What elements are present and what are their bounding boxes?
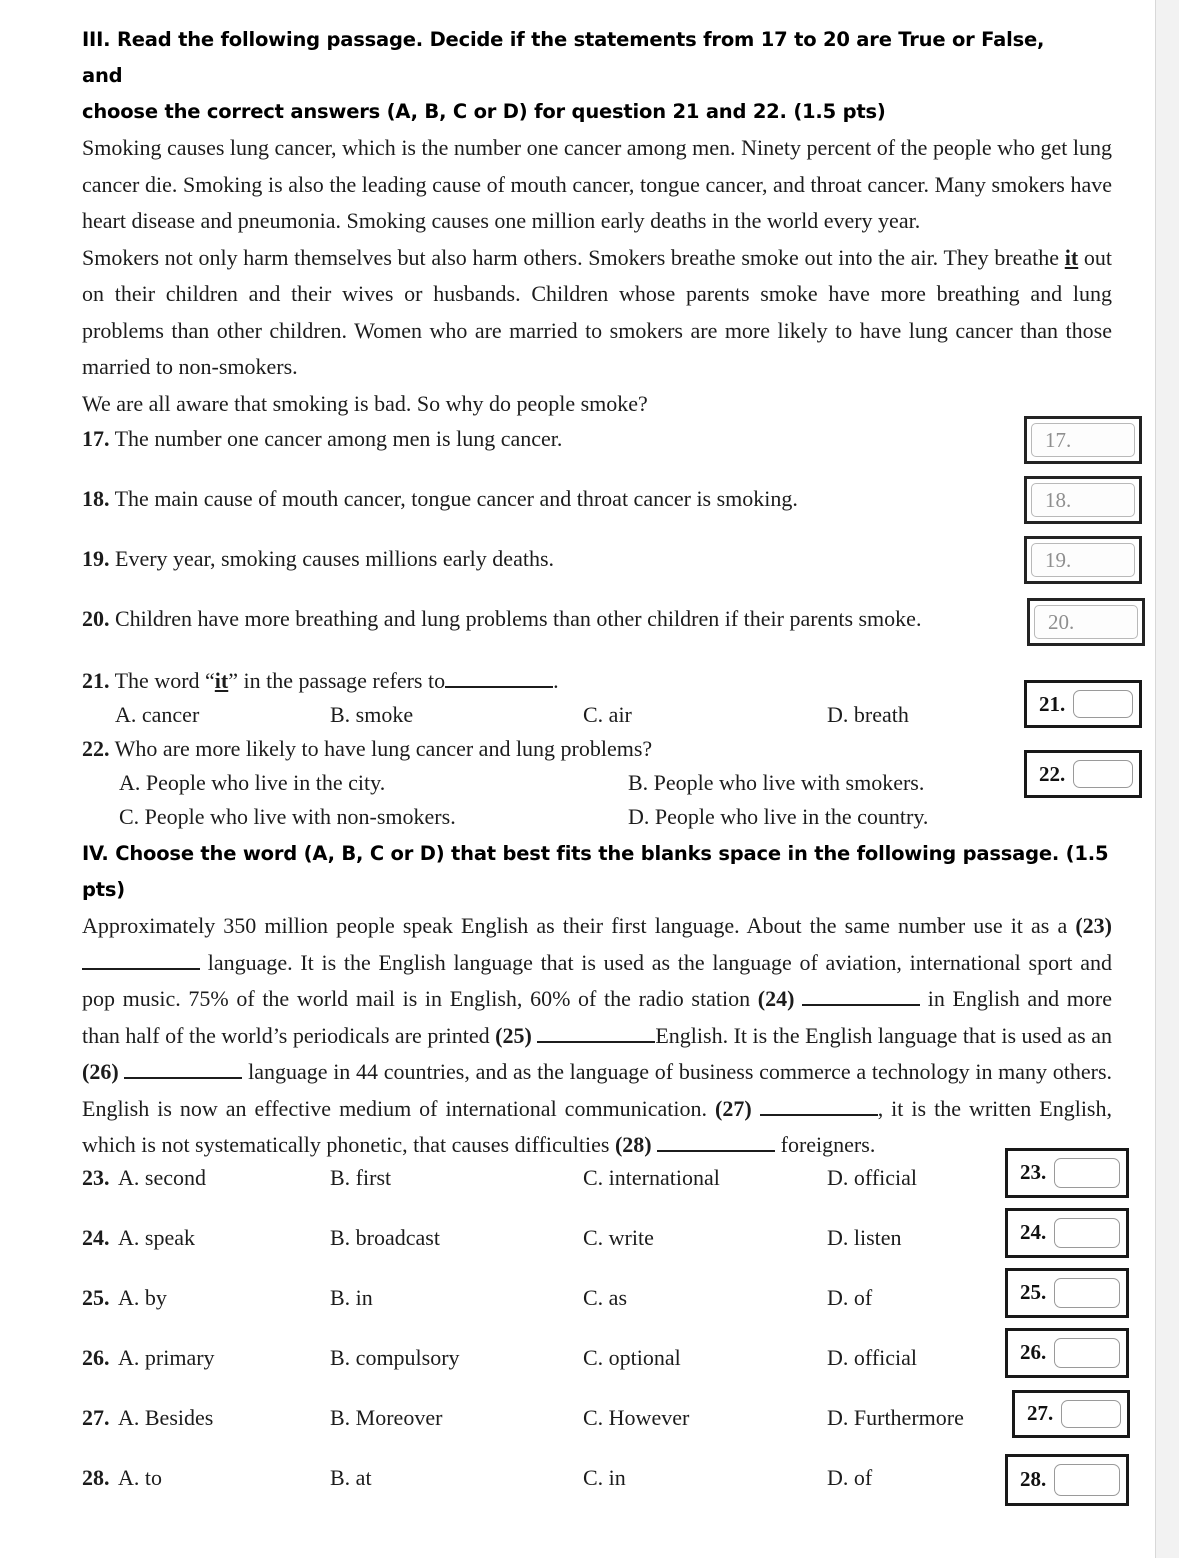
section-3-heading: [82, 22, 1057, 130]
answer-box-25-field[interactable]: [1054, 1278, 1120, 1308]
question-24-option-c[interactable]: C. write: [583, 1224, 654, 1250]
page-content: [82, 22, 1112, 1524]
question-21-option-b[interactable]: B. smoke: [330, 702, 414, 727]
section-3-paragraph-3: We are all aware that smoking is bad. So why do people smoke?: [82, 390, 648, 416]
blank-marker-28: (28): [614, 1132, 652, 1157]
statement-20-text: Children have more breathing and lung problems than other children if their parents smoke.: [115, 606, 922, 631]
blank-marker-27: (27): [715, 1095, 752, 1121]
question-24-option-b[interactable]: B. broadcast: [330, 1224, 440, 1250]
question-23-option-b[interactable]: B. first: [330, 1164, 392, 1190]
question-21-stem-end: .: [553, 668, 559, 693]
answer-box-28[interactable]: [1005, 1454, 1129, 1506]
answer-box-26-label: 26.: [1020, 1340, 1047, 1364]
question-22-options-row-1: [82, 761, 1112, 800]
question-24-row: [82, 1220, 1112, 1284]
question-21-option-d[interactable]: D. breath: [827, 702, 909, 727]
section-4-passage: [82, 908, 1112, 1164]
answer-box-18-field[interactable]: 18.: [1031, 483, 1135, 517]
question-21-options: [82, 698, 1112, 732]
passage-part-3: in English and more than half of the world’s periodicals are printed: [82, 986, 1112, 1048]
statement-18: [82, 482, 1112, 516]
answer-box-21-field[interactable]: [1073, 690, 1133, 718]
answer-box-19[interactable]: [1024, 536, 1142, 584]
passage-part-1: Approximately 350 million people speak English as their first language. About the same number use it as a: [82, 913, 1076, 938]
question-27-number: 27.: [82, 1404, 110, 1430]
question-23-option-c[interactable]: C. international: [583, 1164, 720, 1190]
passage-blank-24: [802, 987, 920, 1006]
blank-marker-23: (23): [1075, 913, 1112, 938]
question-26-option-a[interactable]: A. primary: [118, 1344, 215, 1370]
section-3-heading-line2: choose the correct answers (A, B, C or D) for question 21 and 22. (1.5 pts): [82, 100, 886, 123]
paragraph-2-part-2: out on their children and their wives or husbands. Children whose parents smoke have more breathing and lung problems than other children. Women who are married to smokers are more likely to have lung cancer than those married to non-smokers.: [82, 244, 1112, 379]
answer-box-17[interactable]: [1024, 416, 1142, 464]
question-27-option-c[interactable]: C. However: [583, 1404, 690, 1430]
statement-18-row: [82, 482, 1112, 542]
passage-part-6: , it is the written English, which is not systematically phonetic, that causes difficulties: [82, 1095, 1112, 1157]
answer-box-19-field[interactable]: 19.: [1031, 543, 1135, 577]
question-26-number: 26.: [82, 1344, 110, 1370]
answer-box-28-field[interactable]: [1054, 1464, 1120, 1496]
blank-marker-26: (26): [82, 1059, 119, 1084]
statement-20: [82, 602, 1112, 636]
question-21-stem: [82, 664, 1112, 698]
question-22-number: 22.: [82, 736, 110, 761]
passage-blank-26: [124, 1060, 242, 1079]
question-27-option-d[interactable]: D. Furthermore: [827, 1404, 964, 1430]
question-22-stem-text: Who are more likely to have lung cancer and lung problems?: [114, 736, 653, 761]
answer-box-20-field[interactable]: 20.: [1034, 605, 1138, 639]
question-23-option-d[interactable]: D. official: [827, 1164, 918, 1190]
question-22-option-c[interactable]: C. People who live with non-smokers.: [119, 804, 456, 829]
question-27-option-b[interactable]: B. Moreover: [330, 1404, 443, 1430]
question-27-option-a[interactable]: A. Besides: [118, 1404, 214, 1430]
answer-box-27-field[interactable]: [1061, 1400, 1121, 1428]
question-21-emphasis-it: it: [214, 668, 229, 693]
answer-box-22-label: 22.: [1039, 761, 1066, 786]
statement-17-number: 17.: [82, 426, 110, 451]
question-24-option-d[interactable]: D. listen: [827, 1224, 902, 1250]
passage-part-7: foreigners.: [775, 1132, 876, 1157]
paragraph-2-part-1: Smokers not only harm themselves but also harm others. Smokers breathe smoke out into the air. They breathe: [82, 244, 1065, 270]
passage-part-4: English. It is the English language that is used as an: [655, 1022, 1112, 1048]
answer-box-20[interactable]: [1027, 598, 1145, 646]
question-22-option-d[interactable]: D. People who live in the country.: [628, 804, 929, 829]
question-21-stem-before: The word “: [114, 668, 215, 693]
section-4-heading: IV. Choose the word (A, B, C or D) that best fits the blanks space in the following passage. (1.5 pts): [82, 842, 1109, 901]
question-26-row: [82, 1340, 1112, 1404]
statement-17-row: [82, 422, 1112, 482]
question-21-stem-after: ” in the passage refers to: [228, 668, 446, 693]
answer-box-26-field[interactable]: [1054, 1338, 1120, 1368]
statement-19-number: 19.: [82, 546, 110, 571]
answer-box-21[interactable]: [1024, 680, 1142, 728]
question-28-option-a[interactable]: A. to: [118, 1464, 162, 1490]
section-3-paragraph-2: [82, 240, 1112, 386]
answer-box-25-label: 25.: [1020, 1280, 1047, 1304]
question-21-number: 21.: [82, 668, 110, 693]
question-22-option-a[interactable]: A. People who live in the city.: [119, 770, 386, 795]
question-26-option-c[interactable]: C. optional: [583, 1344, 681, 1370]
statement-18-text: The main cause of mouth cancer, tongue cancer and throat cancer is smoking.: [114, 486, 798, 511]
question-22-stem: [82, 732, 1112, 766]
answer-box-23-field[interactable]: [1054, 1158, 1120, 1188]
question-22-block: [82, 732, 1112, 836]
section-3-heading-line1: III. Read the following passage. Decide if the statements from 17 to 20 are True or False, and: [82, 28, 1045, 87]
page-edge-shadow: [1155, 0, 1179, 1558]
answer-box-23[interactable]: [1005, 1148, 1129, 1198]
statement-20-row: [82, 602, 1112, 664]
answer-box-21-label: 21.: [1039, 691, 1066, 716]
answer-box-17-field[interactable]: 17.: [1031, 423, 1135, 457]
passage-blank-25: [537, 1024, 655, 1043]
question-26-option-b[interactable]: B. compulsory: [330, 1344, 460, 1370]
passage-blank-28: [657, 1133, 775, 1152]
passage-blank-27: [760, 1097, 878, 1116]
question-25-number: 25.: [82, 1284, 110, 1310]
question-25-option-b[interactable]: B. in: [330, 1284, 373, 1310]
question-25-option-c[interactable]: C. as: [583, 1284, 627, 1310]
passage-part-2: language. It is the English language that is used as the language of aviation, international sport and pop music. 75% of the world mail is in English, 60% of the radio station: [82, 949, 1112, 1011]
question-23-option-a[interactable]: A. second: [118, 1164, 206, 1190]
statement-18-number: 18.: [82, 486, 110, 511]
statement-19-text: Every year, smoking causes millions early deaths.: [115, 546, 555, 571]
answer-box-24-label: 24.: [1020, 1220, 1047, 1244]
answer-box-24[interactable]: [1005, 1208, 1129, 1258]
answer-box-24-field[interactable]: [1054, 1218, 1120, 1248]
question-28-option-b[interactable]: B. at: [330, 1464, 372, 1490]
answer-box-18[interactable]: [1024, 476, 1142, 524]
answer-box-28-label: 28.: [1020, 1467, 1047, 1491]
answer-box-25[interactable]: [1005, 1268, 1129, 1318]
answer-box-22-field[interactable]: [1073, 760, 1133, 788]
question-27-row: [82, 1401, 1112, 1464]
question-22-option-b[interactable]: B. People who live with smokers.: [628, 770, 925, 795]
passage-part-5: language in 44 countries, and as the language of business commerce a technology in many others. English is now an effective medium of international communication.: [82, 1059, 1113, 1121]
question-26-option-d[interactable]: D. official: [827, 1344, 918, 1370]
question-25-option-a[interactable]: A. by: [118, 1284, 167, 1310]
answer-box-27[interactable]: [1012, 1390, 1130, 1438]
blank-marker-25: (25): [495, 1022, 532, 1048]
statement-17-text: The number one cancer among men is lung cancer.: [114, 426, 563, 451]
question-22-options-row-2: [82, 800, 1112, 834]
answer-box-23-label: 23.: [1020, 1160, 1047, 1184]
question-24-number: 24.: [82, 1224, 110, 1250]
statement-19: [82, 542, 1112, 576]
question-28-option-d[interactable]: D. of: [827, 1464, 873, 1490]
answer-box-27-label: 27.: [1027, 1401, 1054, 1425]
question-25-row: [82, 1280, 1112, 1344]
paragraph-2-emphasis-it: it: [1064, 244, 1079, 270]
section-3-paragraph-1: Smoking causes lung cancer, which is the number one cancer among men. Ninety percent of the people who get lung cancer die. Smoking is also the leading cause of mouth cancer, tongue cancer, and throat cancer. Many smokers have heart disease and pneumonia. Smoking causes one million early deaths in the world every year.: [82, 135, 1112, 233]
question-23-row: [82, 1160, 1112, 1224]
question-28-row: [82, 1464, 1112, 1524]
answer-box-26[interactable]: [1005, 1328, 1129, 1378]
question-28-option-c[interactable]: C. in: [583, 1464, 626, 1490]
question-28-number: 28.: [82, 1464, 110, 1490]
question-21-block: [82, 664, 1112, 732]
question-21-blank: [445, 669, 553, 688]
statement-20-number: 20.: [82, 606, 110, 631]
statement-19-row: [82, 542, 1112, 602]
question-24-option-a[interactable]: A. speak: [118, 1224, 195, 1250]
blank-marker-24: (24): [757, 986, 795, 1011]
passage-blank-23: [82, 951, 200, 970]
question-21-option-a[interactable]: A. cancer: [115, 702, 200, 727]
question-21-option-c[interactable]: C. air: [583, 702, 632, 727]
question-25-option-d[interactable]: D. of: [827, 1284, 873, 1310]
statement-17: [82, 422, 1112, 456]
question-23-number: 23.: [82, 1164, 110, 1190]
answer-box-22[interactable]: [1024, 750, 1142, 798]
